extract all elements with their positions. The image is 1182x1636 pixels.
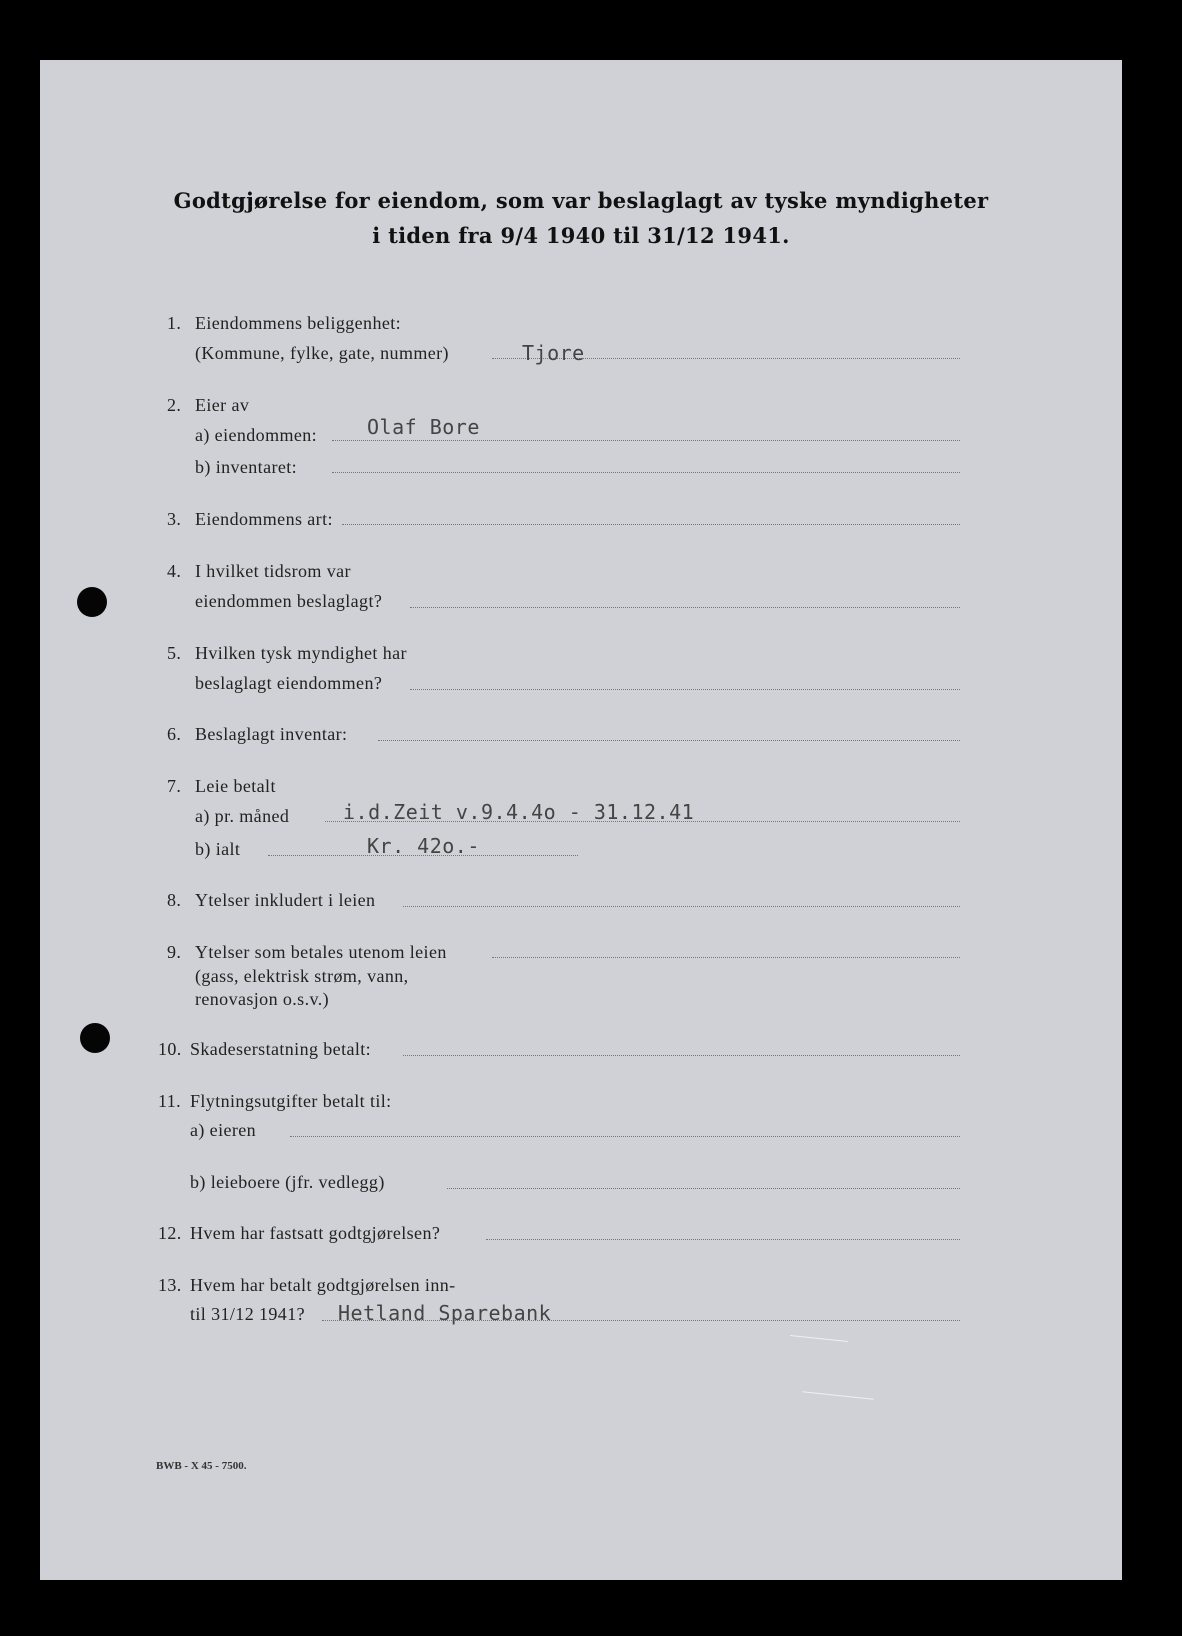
form-footer-code: BWB - X 45 - 7500. (156, 1460, 247, 1472)
q2a-answer: Olaf Bore (367, 415, 480, 439)
q3-answer-line (342, 524, 960, 525)
q1-label: Eiendommens beliggenhet: (195, 313, 402, 333)
q5-number: 5. (167, 643, 182, 663)
q11-number: 11. (158, 1091, 182, 1111)
q2a-answer-line (332, 440, 960, 441)
q3-label: Eiendommens art: (195, 509, 333, 529)
q9-sublabel1: (gass, elektrisk strøm, vann, (195, 966, 409, 986)
q13-answer: Hetland Sparebank (338, 1301, 552, 1325)
q2a-label: a) eiendommen: (195, 425, 318, 445)
q6-answer-line (378, 740, 960, 741)
q7-label: Leie betalt (195, 776, 276, 796)
q2-number: 2. (167, 395, 182, 415)
q8-label: Ytelser inkludert i leien (195, 890, 376, 910)
q10-answer-line (403, 1055, 960, 1056)
q10-number: 10. (158, 1039, 182, 1059)
q9-label: Ytelser som betales utenom leien (195, 942, 447, 962)
form-title-line2: i tiden fra 9/4 1940 til 31/12 1941. (372, 223, 790, 248)
q7a-answer: i.d.Zeit v.9.4.4o - 31.12.41 (343, 800, 695, 824)
form-page (40, 60, 1122, 1580)
q6-label: Beslaglagt inventar: (195, 724, 348, 744)
q7b-answer: Kr. 42o.- (367, 834, 480, 858)
q9-sublabel2: renovasjon o.s.v.) (195, 989, 330, 1009)
q13-sublabel: til 31/12 1941? (190, 1304, 305, 1324)
q1-number: 1. (167, 313, 182, 333)
q5-label: Hvilken tysk myndighet har (195, 643, 407, 663)
q2b-answer-line (332, 472, 960, 473)
q11-label: Flytningsutgifter betalt til: (190, 1091, 392, 1111)
q5-sublabel: beslaglagt eiendommen? (195, 673, 383, 693)
punch-hole (80, 1023, 110, 1053)
q6-number: 6. (167, 724, 182, 744)
form-title-line1: Godtgjørelse for eiendom, som var beslaglagt av tyske myndigheter (173, 188, 989, 213)
q13-label: Hvem har betalt godtgjørelsen inn- (190, 1275, 456, 1295)
q8-answer-line (403, 906, 960, 907)
punch-hole (77, 587, 107, 617)
q8-number: 8. (167, 890, 182, 910)
q9-answer-line (492, 957, 960, 958)
scan-mark (790, 1335, 848, 1342)
q7b-label: b) ialt (195, 839, 241, 859)
q13-number: 13. (158, 1275, 182, 1295)
q12-label: Hvem har fastsatt godtgjørelsen? (190, 1223, 441, 1243)
q11a-answer-line (290, 1136, 960, 1137)
q2-label: Eier av (195, 395, 250, 415)
q7-number: 7. (167, 776, 182, 796)
q2b-label: b) inventaret: (195, 457, 298, 477)
q4-number: 4. (167, 561, 182, 581)
q1-answer: Tjore (522, 341, 585, 365)
q4-sublabel: eiendommen beslaglagt? (195, 591, 383, 611)
q10-label: Skadeserstatning betalt: (190, 1039, 372, 1059)
q9-number: 9. (167, 942, 182, 962)
q11a-label: a) eieren (190, 1120, 257, 1140)
q1-sublabel: (Kommune, fylke, gate, nummer) (195, 343, 449, 363)
q11b-label: b) leieboere (jfr. vedlegg) (190, 1172, 385, 1192)
q5-answer-line (410, 689, 960, 690)
q7a-label: a) pr. måned (195, 806, 290, 826)
q4-answer-line (410, 607, 960, 608)
q3-number: 3. (167, 509, 182, 529)
q12-answer-line (486, 1239, 960, 1240)
q4-label: I hvilket tidsrom var (195, 561, 351, 581)
q11b-answer-line (447, 1188, 960, 1189)
q12-number: 12. (158, 1223, 182, 1243)
scan-mark (802, 1391, 874, 1400)
